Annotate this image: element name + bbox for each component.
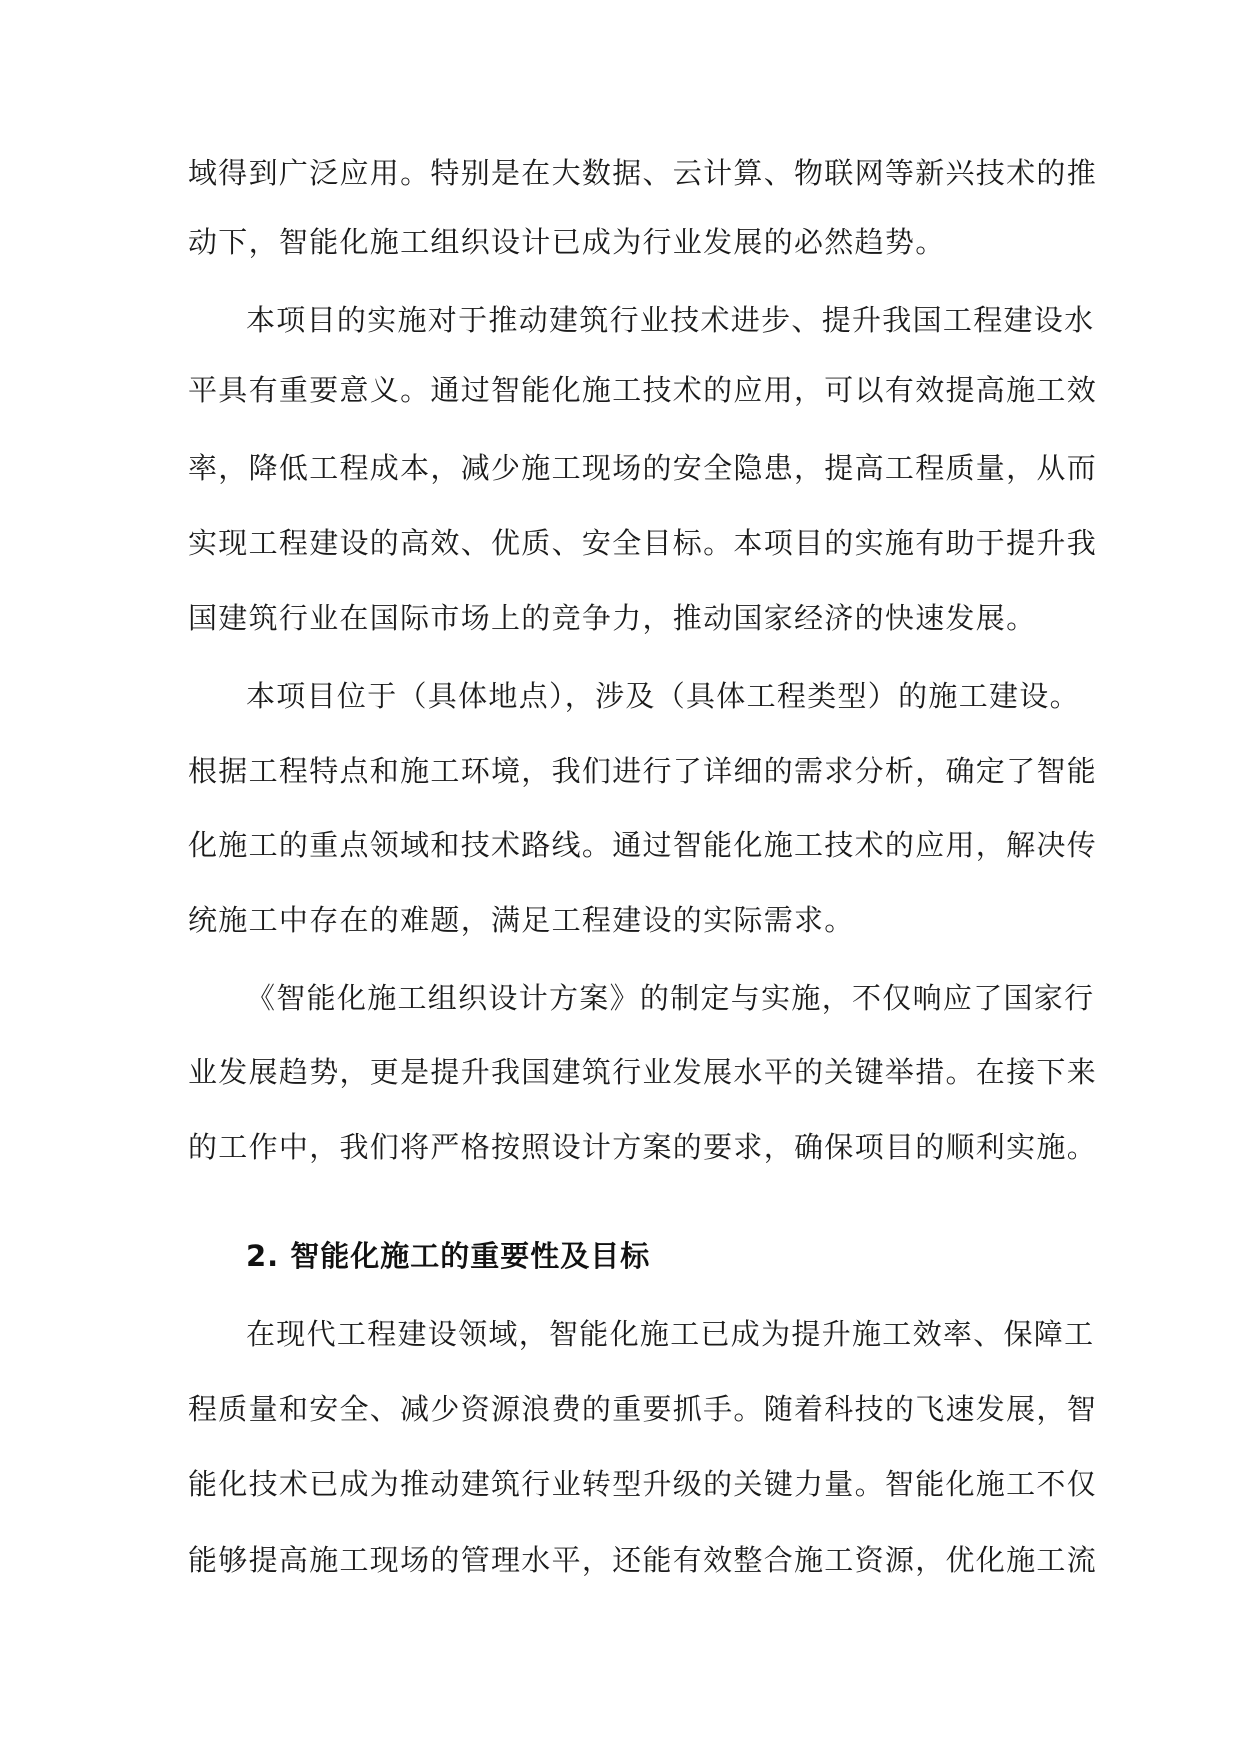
section-paragraph-line-1: 在现代工程建设领域，智能化施工已成为提升施工效率、保障工: [246, 1317, 1095, 1351]
paragraph-2-line-3: 率，降低工程成本，减少施工现场的安全隐患，提高工程质量，从而: [188, 451, 1098, 485]
paragraph-3-line-1: 本项目位于（具体地点），涉及（具体工程类型）的施工建设。: [246, 679, 1080, 713]
section-heading: 2. 智能化施工的重要性及目标: [246, 1239, 651, 1273]
section-paragraph-line-3: 能化技术已成为推动建筑行业转型升级的关键力量。智能化施工不仅: [188, 1467, 1098, 1501]
paragraph-2-line-1: 本项目的实施对于推动建筑行业技术进步、提升我国工程建设水: [246, 303, 1095, 337]
paragraph-2-line-2: 平具有重要意义。通过智能化施工技术的应用，可以有效提高施工效: [188, 373, 1098, 407]
paragraph-3-line-4: 统施工中存在的难题，满足工程建设的实际需求。: [188, 903, 855, 937]
paragraph-3-line-3: 化施工的重点领域和技术路线。通过智能化施工技术的应用，解决传: [188, 828, 1098, 862]
paragraph-3-line-2: 根据工程特点和施工环境，我们进行了详细的需求分析，确定了智能: [188, 754, 1098, 788]
paragraph-4-line-3: 的工作中，我们将严格按照设计方案的要求，确保项目的顺利实施。: [188, 1130, 1098, 1164]
paragraph-4-line-1: 《智能化施工组织设计方案》的制定与实施，不仅响应了国家行: [246, 981, 1095, 1015]
paragraph-2-line-5: 国建筑行业在国际市场上的竞争力，推动国家经济的快速发展。: [188, 601, 1037, 635]
paragraph-1-line-2: 动下，智能化施工组织设计已成为行业发展的必然趋势。: [188, 225, 946, 259]
paragraph-4-line-2: 业发展趋势，更是提升我国建筑行业发展水平的关键举措。在接下来: [188, 1055, 1098, 1089]
section-paragraph-line-2: 程质量和安全、减少资源浪费的重要抓手。随着科技的飞速发展，智: [188, 1392, 1098, 1426]
paragraph-2-line-4: 实现工程建设的高效、优质、安全目标。本项目的实施有助于提升我: [188, 526, 1098, 560]
paragraph-1-line-1: 域得到广泛应用。特别是在大数据、云计算、物联网等新兴技术的推: [188, 156, 1098, 190]
section-paragraph-line-4: 能够提高施工现场的管理水平，还能有效整合施工资源，优化施工流: [188, 1543, 1098, 1577]
